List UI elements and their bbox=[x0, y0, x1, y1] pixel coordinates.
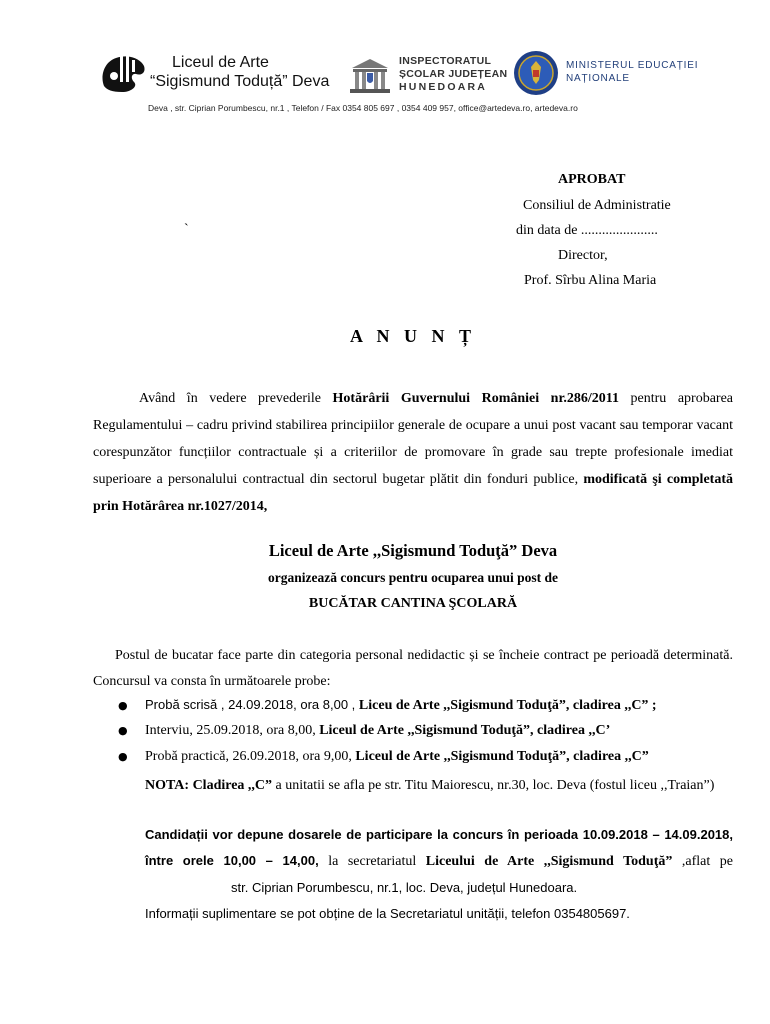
isj-building-icon bbox=[348, 56, 392, 94]
ministry-name-line1: MINISTERUL EDUCAȚIEI bbox=[566, 60, 699, 71]
approval-director-label: Director, bbox=[558, 248, 608, 263]
ministry-seal-icon bbox=[513, 50, 559, 96]
list-item-location: Liceul de Arte ,,Sigismund Toduţă”, cladirea ,,C” bbox=[355, 749, 649, 764]
intro-text-2: pentru aprobarea Regulamentului – cadru privind stabilirea principiilor generale de ocupare a unui post vacant sau temporar vacant corespunzător funcțiilor contractuale și a criteriilor de promovare în grade sau trepte profesionale imediat superioare a personalului contractual din sectorul bugetar plătit din fonduri publice, bbox=[93, 391, 734, 487]
list-item bbox=[118, 749, 649, 765]
approval-council: Consiliul de Administratie bbox=[523, 198, 671, 213]
isj-name-line3: HUNEDOARA bbox=[399, 81, 488, 93]
school-name-line1: Liceul de Arte bbox=[172, 54, 269, 71]
intro-amendment: modificată şi completată prin Hotărârea nr.1027/2014, bbox=[93, 472, 733, 514]
organizer-heading: Liceul de Arte ,,Sigismund Toduţă” Deva bbox=[268, 541, 558, 560]
list-item-location: Liceu de Arte ,,Sigismund Toduţă”, cladirea ,,C” ; bbox=[358, 698, 657, 713]
bullet-icon: ● bbox=[118, 699, 128, 712]
intro-law-reference: Hotărârii Guvernului României nr.286/2011 bbox=[332, 391, 620, 406]
isj-name-line2: ȘCOLAR JUDEȚEAN bbox=[399, 68, 508, 80]
bullet-icon: ● bbox=[118, 750, 128, 763]
intro-text-1: Având în vedere prevederile bbox=[139, 391, 333, 406]
intro-paragraph bbox=[93, 385, 733, 520]
ministry-name-line2: NAȚIONALE bbox=[566, 73, 630, 84]
school-name bbox=[150, 53, 329, 91]
approval-director-name: Prof. Sîrbu Alina Maria bbox=[524, 273, 657, 288]
candidates-text-1: la secretariatul bbox=[318, 854, 426, 869]
position-title: BUCĂTAR CANTINA ŞCOLARĂ bbox=[308, 596, 518, 611]
candidates-school: Liceului de Arte ,,Sigismund Toduţă” bbox=[425, 854, 673, 869]
nota-label: NOTA: Cladirea ,,C” bbox=[145, 778, 273, 793]
bullet-icon: ● bbox=[118, 724, 128, 737]
list-item-text: Interviu, 25.09.2018, ora 8,00, bbox=[145, 723, 320, 738]
school-name-line2: “Sigismund Toduță” Deva bbox=[150, 73, 330, 90]
post-paragraph bbox=[93, 643, 733, 695]
candidates-address: str. Ciprian Porumbescu, nr.1, loc. Deva, județul Hunedoara. bbox=[231, 880, 578, 895]
nota-paragraph bbox=[145, 773, 733, 799]
stray-mark: ` bbox=[184, 222, 189, 237]
candidates-paragraph bbox=[145, 822, 733, 927]
approval-title: APROBAT bbox=[558, 172, 626, 187]
list-item-text: Probă practică, 26.09.2018, ora 9,00, bbox=[145, 749, 356, 764]
list-item-text: Probă scrisă , 24.09.2018, ora 8,00 , bbox=[145, 697, 359, 712]
list-item bbox=[118, 697, 657, 714]
isj-name bbox=[399, 55, 507, 94]
isj-name-line1: INSPECTORATUL bbox=[399, 55, 492, 67]
contact-line: Deva , str. Ciprian Porumbescu, nr.1 , Telefon / Fax 0354 805 697 , 0354 409 957, office@artedeva.ro, artedeva.ro bbox=[148, 103, 578, 113]
contest-subheading: organizează concurs pentru ocuparea unui post de bbox=[267, 570, 558, 585]
candidates-info: Informații suplimentare se pot obține de la Secretariatul unității, telefon 0354805697. bbox=[145, 906, 630, 921]
approval-date: din data de ...................... bbox=[516, 223, 658, 238]
list-item-location: Liceul de Arte ,,Sigismund Toduţă”, cladirea ,,C’ bbox=[319, 723, 611, 738]
post-text: Postul de bucatar face parte din categoria personal nedidactic și se încheie contract pe perioadă determinată. Concursul va consta în următoarele probe: bbox=[93, 648, 733, 689]
nota-text: a unitatii se afla pe str. Titu Maiorescu, nr.30, loc. Deva (fostul liceu ,,Traian”) bbox=[272, 778, 715, 793]
list-item bbox=[118, 723, 610, 739]
candidates-deadline: Candidații vor depune dosarele de participare la concurs în perioada 10.09.2018 – 14.09.2018, între orele 10,00 – 14,00, bbox=[145, 827, 733, 868]
document-title: A N U N Ț bbox=[349, 326, 476, 346]
candidates-text-2: ,aflat pe bbox=[672, 854, 733, 869]
ministry-name bbox=[566, 59, 698, 85]
school-logo bbox=[98, 52, 148, 94]
